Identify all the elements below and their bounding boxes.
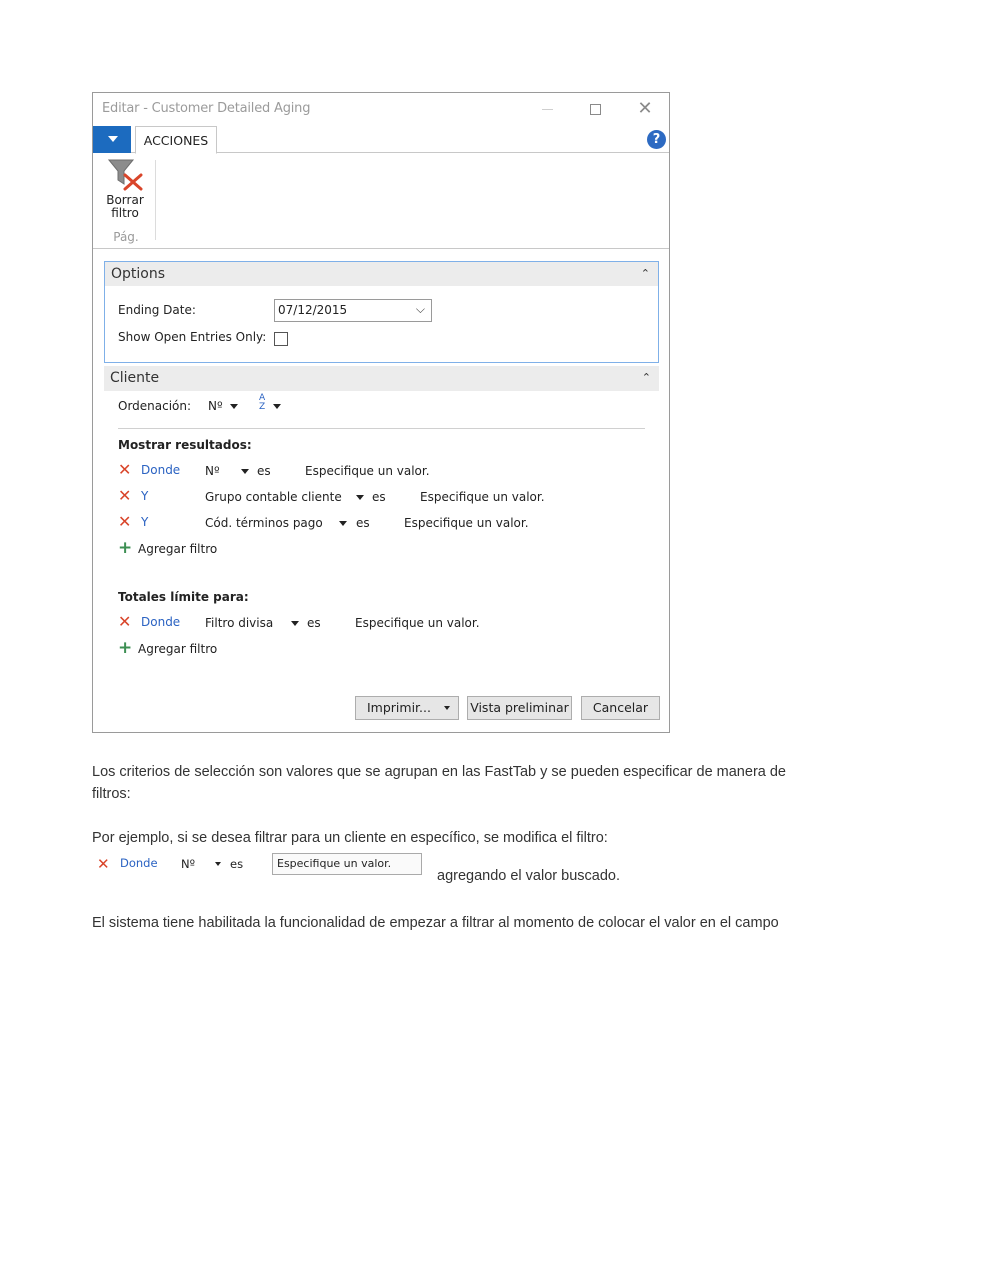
- fasttab-options-header[interactable]: [105, 262, 658, 286]
- totals-filter-value[interactable]: Especifique un valor.: [355, 616, 480, 630]
- filter-field-caret-icon[interactable]: [356, 495, 364, 500]
- snippet-field: Nº: [181, 857, 196, 871]
- print-button-label: Imprimir...: [367, 700, 431, 715]
- show-open-entries-checkbox[interactable]: [274, 332, 288, 346]
- filter-op: es: [257, 464, 271, 478]
- window-title: Editar - Customer Detailed Aging: [102, 101, 311, 116]
- sort-order-caret-icon[interactable]: [273, 404, 281, 409]
- minimize-button[interactable]: [533, 97, 561, 121]
- paragraph-2: Por ejemplo, si se desea filtrar para un cliente en específico, se modifica el filtro:: [92, 830, 608, 846]
- filter-value[interactable]: Especifique un valor.: [305, 464, 430, 478]
- snippet-caret-icon: [215, 862, 221, 866]
- paragraph-3: El sistema tiene habilitada la funcionalidad de empezar a filtrar al momento de colocar el valor en el campo: [92, 915, 779, 931]
- sort-order-icon[interactable]: A Z: [259, 393, 266, 412]
- totals-heading: Totales límite para:: [118, 590, 249, 604]
- fasttab-cliente: [104, 366, 659, 721]
- filter-field-caret-icon[interactable]: [339, 521, 347, 526]
- totals-add-filter-link[interactable]: Agregar filtro: [138, 642, 218, 656]
- totals-filter-conj[interactable]: Donde: [141, 615, 181, 629]
- add-filter-icon[interactable]: +: [118, 538, 133, 558]
- remove-filter-icon[interactable]: ✕: [118, 486, 132, 505]
- tab-acciones[interactable]: ACCIONES: [135, 126, 217, 154]
- ending-date-value: 07/12/2015: [278, 303, 348, 317]
- totals-filter-caret-icon[interactable]: [291, 621, 299, 626]
- add-filter-icon[interactable]: +: [118, 638, 133, 658]
- print-button[interactable]: [355, 696, 459, 720]
- fasttab-options-title: Options: [111, 266, 166, 282]
- filter-op: es: [356, 516, 370, 530]
- show-results-heading: Mostrar resultados:: [118, 438, 252, 452]
- clear-filter-button[interactable]: [102, 158, 148, 220]
- ribbon-tab-row: [93, 126, 669, 153]
- fasttab-cliente-header[interactable]: [104, 366, 659, 391]
- help-icon[interactable]: ?: [647, 130, 666, 149]
- clear-filter-label-2: filtro: [111, 206, 139, 220]
- fasttab-options: [104, 261, 659, 363]
- remove-filter-icon[interactable]: ✕: [118, 460, 132, 479]
- filter-field[interactable]: Nº: [205, 464, 220, 478]
- filter-conj[interactable]: Donde: [141, 463, 181, 477]
- totals-filter-op: es: [307, 616, 321, 630]
- paragraph-1-line-1: Los criterios de selección son valores que se agrupan en las FastTab y se pueden especificar de manera de: [92, 764, 786, 780]
- collapse-icon[interactable]: ⌃: [641, 371, 651, 384]
- filter-field[interactable]: Grupo contable cliente: [205, 490, 342, 504]
- remove-filter-icon: ✕: [97, 855, 110, 873]
- remove-filter-icon[interactable]: ✕: [118, 512, 132, 531]
- filter-value[interactable]: Especifique un valor.: [420, 490, 545, 504]
- clear-filter-label-1: Borrar: [106, 193, 144, 207]
- show-open-entries-label: Show Open Entries Only:: [118, 330, 267, 344]
- edit-dialog: [92, 92, 670, 733]
- close-button[interactable]: [631, 97, 659, 121]
- ribbon-group-label: Pág.: [113, 230, 139, 244]
- maximize-button[interactable]: [581, 97, 609, 121]
- preview-button[interactable]: Vista preliminar: [467, 696, 572, 720]
- snippet-conj: Donde: [120, 856, 158, 870]
- cancel-button[interactable]: Cancelar: [581, 696, 660, 720]
- remove-filter-icon[interactable]: ✕: [118, 612, 132, 631]
- fasttab-cliente-title: Cliente: [110, 370, 160, 386]
- snippet-value: Especifique un valor.: [277, 857, 392, 870]
- snippet-value-box: [272, 853, 422, 875]
- snippet-op: es: [230, 857, 244, 871]
- chevron-down-icon[interactable]: ⌵: [415, 302, 425, 316]
- minimize-icon: [542, 109, 553, 110]
- app-menu-button[interactable]: [93, 126, 131, 153]
- clear-filter-icon: [108, 158, 144, 192]
- ribbon: [93, 154, 669, 249]
- paragraph-1-line-2: filtros:: [92, 786, 131, 802]
- paragraph-2-tail: agregando el valor buscado.: [437, 868, 620, 884]
- print-dropdown-icon[interactable]: [444, 706, 450, 710]
- totals-filter-field[interactable]: Filtro divisa: [205, 616, 274, 630]
- filter-conj[interactable]: Y: [141, 515, 149, 529]
- add-filter-link[interactable]: Agregar filtro: [138, 542, 218, 556]
- divider: [118, 428, 645, 429]
- ending-date-field[interactable]: [274, 299, 432, 322]
- ribbon-separator: [155, 160, 156, 240]
- sort-field[interactable]: Nº: [208, 399, 223, 413]
- filter-value[interactable]: Especifique un valor.: [404, 516, 529, 530]
- sort-label: Ordenación:: [118, 399, 192, 413]
- sort-field-caret-icon[interactable]: [230, 404, 238, 409]
- ending-date-label: Ending Date:: [118, 303, 196, 317]
- maximize-icon: [590, 104, 601, 115]
- filter-conj[interactable]: Y: [141, 489, 149, 503]
- close-icon: ✕: [637, 98, 653, 119]
- title-bar: [93, 93, 669, 125]
- collapse-icon[interactable]: ⌃: [640, 267, 650, 280]
- filter-field-caret-icon[interactable]: [241, 469, 249, 474]
- filter-field[interactable]: Cód. términos pago: [205, 516, 323, 530]
- filter-op: es: [372, 490, 386, 504]
